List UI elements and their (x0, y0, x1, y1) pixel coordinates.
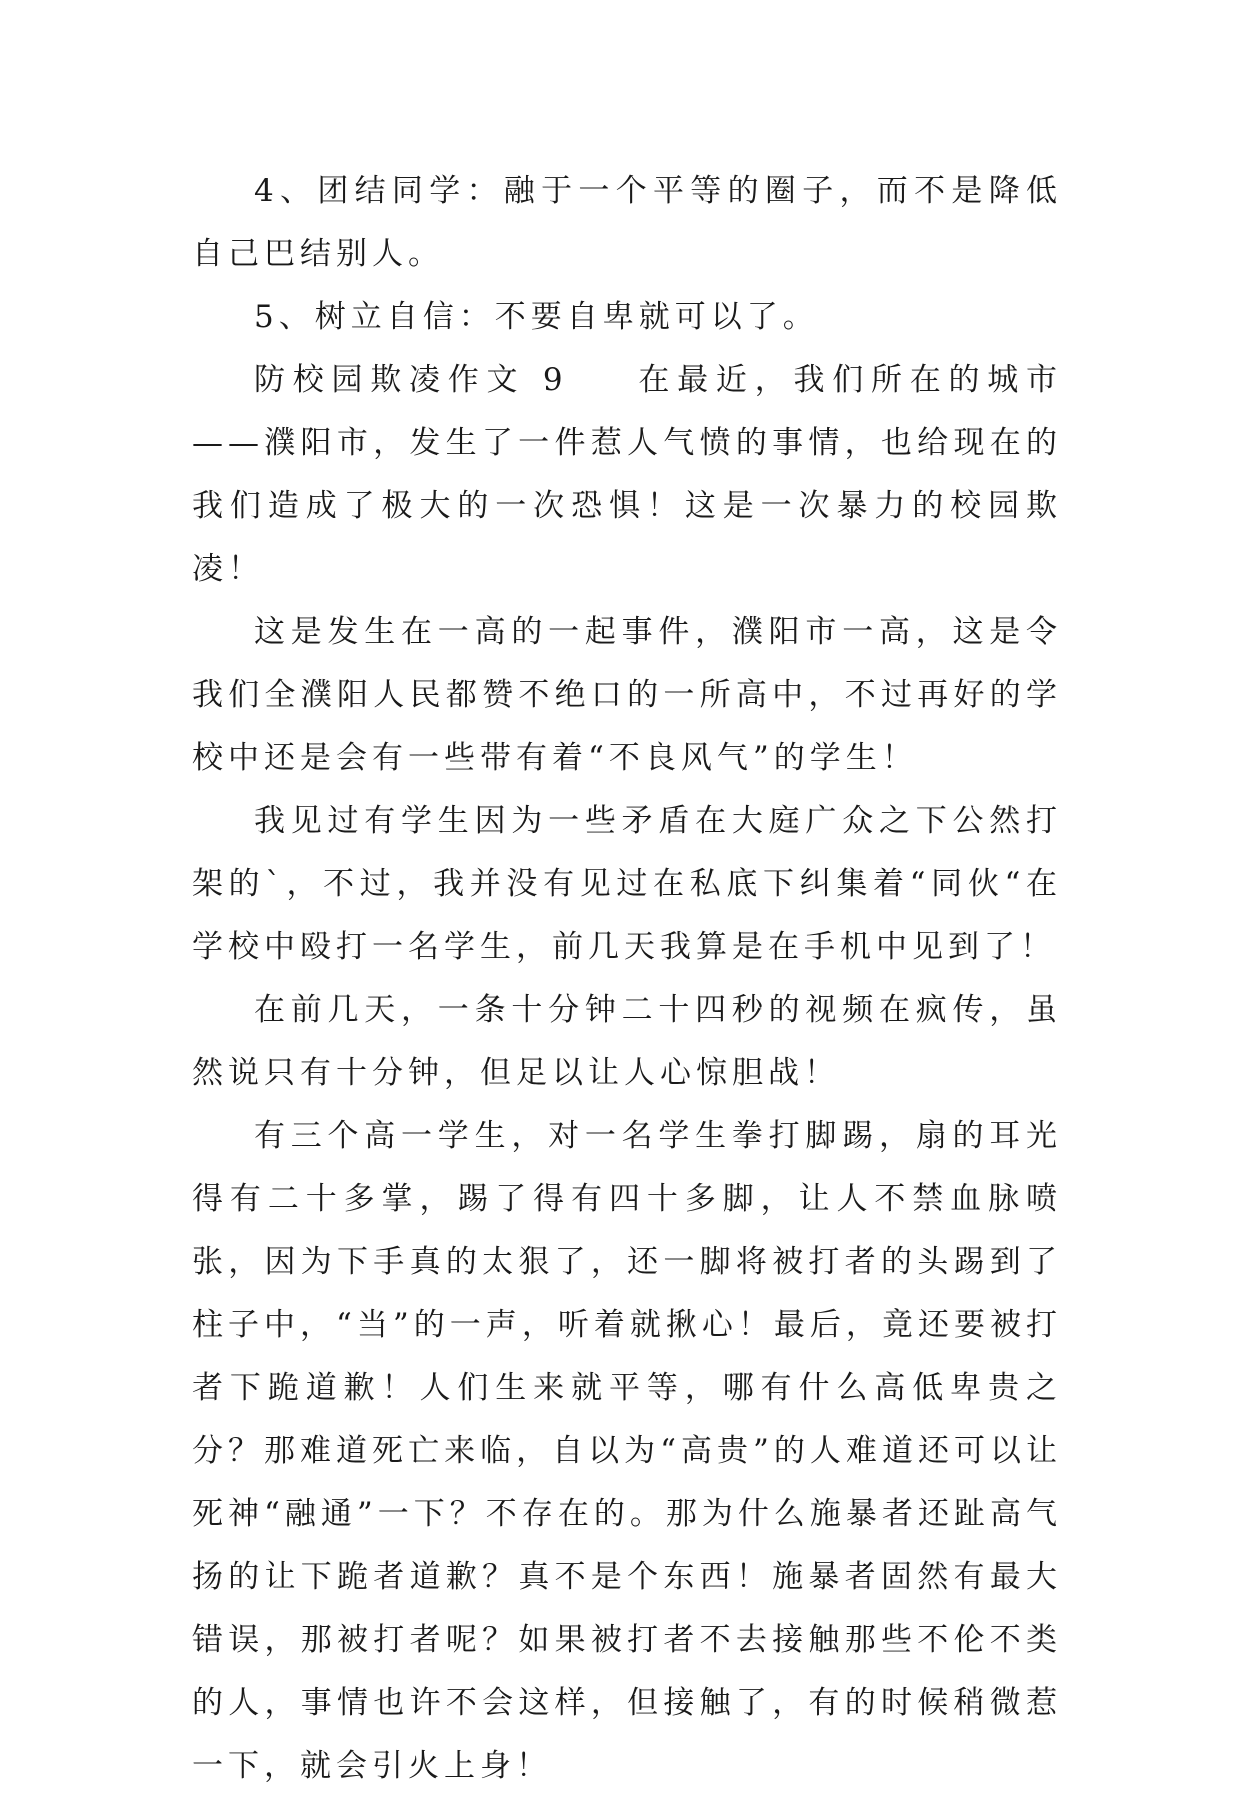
document-body (192, 160, 1062, 1798)
paragraph-details: 有三个高一学生，对一名学生拳打脚踢，扇的耳光得有二十多掌，踢了得有四十多脚，让人不禁血脉喷张，因为下手真的太狠了，还一脚将被打者的头踢到了柱子中，“当”的一声，听着就揪心！最后，竟还要被打者下跪道歉！人们生来就平等，哪有什么高低卑贵之分？那难道死亡来临，自以为“高贵”的人难道还可以让死神“融通”一下？不存在的。那为什么施暴者还趾高气扬的让下跪者道歉？真不是个东西！施暴者固然有最大错误，那被打者呢？如果被打者不去接触那些不伦不类的人，事情也许不会这样，但接触了，有的时候稍微惹一下，就会引火上身！ (192, 1118, 1062, 1784)
paragraph-unite-classmates: 4、团结同学：融于一个平等的圈子，而不是降低自己巴结别人。 (192, 173, 1062, 272)
essay-opening: 在最近，我们所在的城市——濮阳市，发生了一件惹人气愤的事情，也给现在的我们造成了极大的一次恐惧！这是一次暴力的校园欺凌！ (192, 362, 1063, 587)
paragraph-build-confidence: 5、树立自信：不要自卑就可以了。 (254, 299, 819, 335)
paragraph-witness: 我见过有学生因为一些矛盾在大庭广众之下公然打架的`，不过，我并没有见过在私底下纠集着“同伙“在学校中殴打一名学生，前几天我算是在手机中见到了！ (192, 803, 1062, 965)
essay-heading-paragraph (192, 349, 1062, 601)
essay-title: 防校园欺凌作文 9 (254, 362, 568, 398)
paragraph-video: 在前几天，一条十分钟二十四秒的视频在疯传，虽然说只有十分钟，但足以让人心惊胆战！ (192, 992, 1062, 1091)
paragraph-incident: 这是发生在一高的一起事件，濮阳市一高，这是令我们全濮阳人民都赞不绝口的一所高中，不过再好的学校中还是会有一些带有着“不良风气”的学生！ (192, 614, 1062, 776)
